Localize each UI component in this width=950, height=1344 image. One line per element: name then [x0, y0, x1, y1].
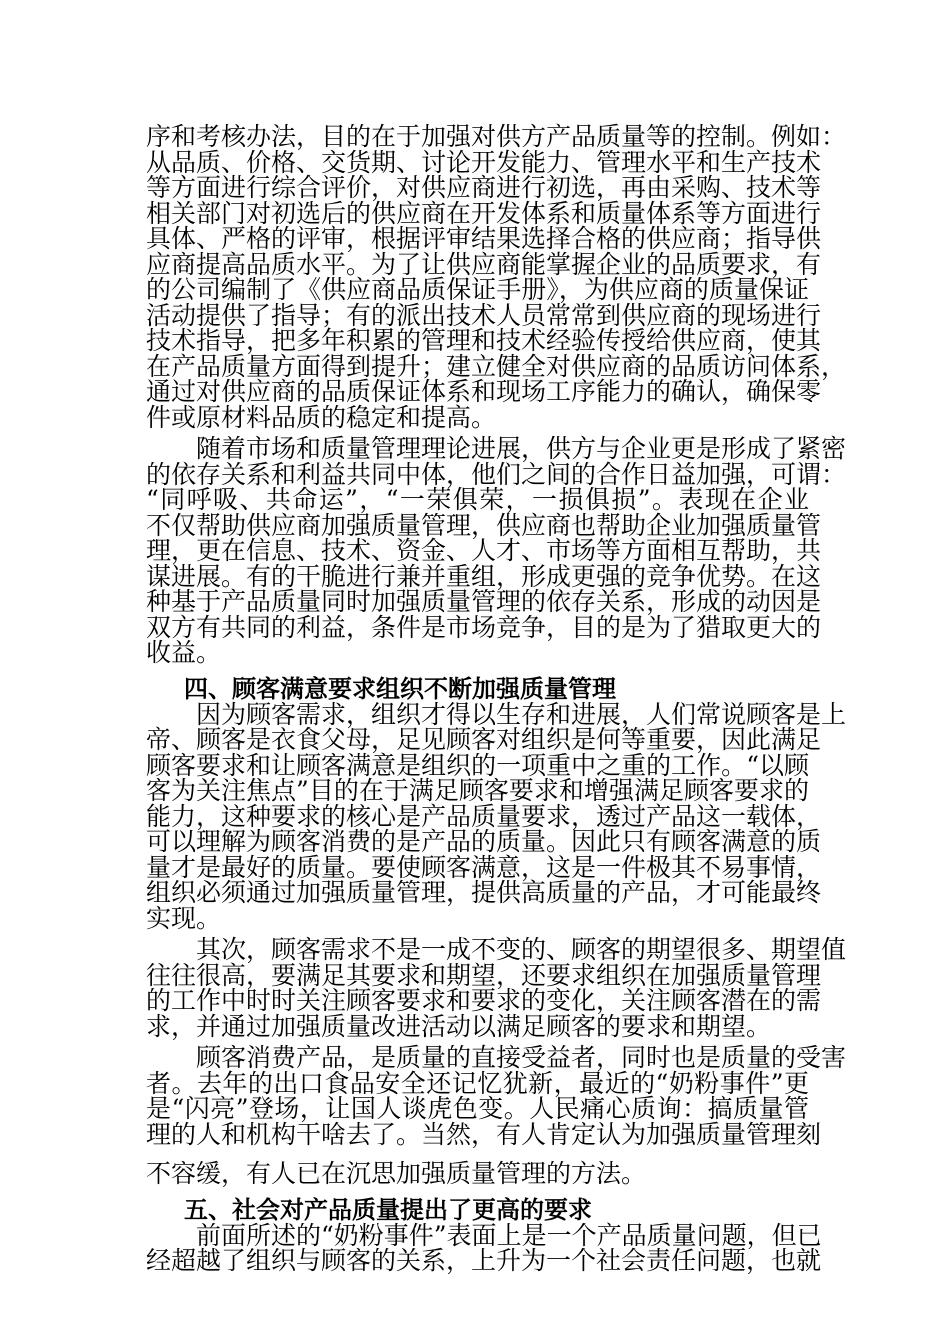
- paragraph-supplier-interdependence: [146, 434, 847, 667]
- text-line: 等方面进行综合评价，对供应商进行初选，再由采购、技术等: [146, 173, 822, 202]
- paragraph-social-responsibility: [146, 1220, 822, 1275]
- section-heading-4: 四、顾客满意要求组织不断加强质量管理: [184, 673, 616, 703]
- text-line: 经超越了组织与顾客的关系，上升为一个社会责任问题，也就: [146, 1246, 822, 1275]
- text-line: 的工作中时时关注顾客要求和要求的变化，关注顾客潜在的需: [146, 986, 822, 1015]
- text-line: 双方有共同的利益，条件是市场竞争，目的是为了猎取更大的: [146, 612, 822, 642]
- text-line: 随着市场和质量管理理论进展，供方与企业更是形成了紧密: [196, 434, 847, 463]
- text-line: 理的人和机构干啥去了。当然，有人肯定认为加强质量管理刻: [146, 1119, 822, 1149]
- text-line: 收益。: [146, 638, 222, 667]
- text-line: 往往很高，要满足其要求和期望，还要求组织在加强质量管理: [146, 960, 822, 990]
- text-line: 的公司编制了《供应商品质保证手册》，为供应商的质量保证: [146, 275, 809, 304]
- text-line: “同呼吸、共命运”，“一荣俱荣，一损俱损”。表现在企业: [146, 485, 809, 514]
- text-line: 前面所述的“奶粉事件”表面上是一个产品质量问题，但已: [196, 1220, 822, 1250]
- text-line: 可以理解为顾客消费的是产品的质量。因此只有顾客满意的质: [146, 827, 822, 856]
- text-line: 从品质、价格、交货期、讨论开发能力、管理水平和生产技术: [146, 147, 822, 177]
- text-line: 理，更在信息、技术、资金、人才、市场等方面相互帮助，共: [146, 536, 822, 565]
- text-line: 客为关注焦点”目的在于满足顾客要求和增强满足顾客要求的: [146, 776, 809, 805]
- text-line: 是“闪亮”登场，让国人谈虎色变。人民痛心质询：搞质量管: [146, 1094, 809, 1123]
- paragraph-customer-victims: [146, 1043, 847, 1188]
- text-line: 谋进展。有的干脆进行兼并重组，形成更强的竞争优势。在这: [146, 561, 822, 591]
- text-line: 实现。: [146, 903, 222, 933]
- text-line: 组织必须通过加强质量管理，提供高质量的产品，才可能最终: [146, 878, 822, 907]
- text-line: 具体、严格的评审，根据评审结果选择合格的供应商；指导供: [146, 224, 822, 253]
- paragraph-customer-needs: [146, 699, 847, 933]
- text-line: 顾客消费产品，是质量的直接受益者，同时也是质量的受害: [196, 1043, 847, 1072]
- text-line: 其次，顾客需求不是一成不变的、顾客的期望很多、期望值: [196, 935, 847, 964]
- text-line: 帝、顾客是衣食父母，足见顾客对组织是何等重要，因此满足: [146, 725, 822, 754]
- text-line: 序和考核办法，目的在于加强对供方产品质量等的控制。例如：: [146, 122, 847, 151]
- text-line: 顾客要求和让顾客满意是组织的一项重中之重的工作。“以顾: [146, 750, 809, 780]
- text-line: 不仅帮助供应商加强质量管理，供应商也帮助企业加强质量管: [146, 510, 822, 540]
- text-line: 求，并通过加强质量改进活动以满足顾客的要求和期望。: [146, 1011, 772, 1041]
- document-page: [146, 122, 847, 1275]
- paragraph-supplier-control: [146, 122, 847, 432]
- text-line: 因为顾客需求，组织才得以生存和进展，人们常说顾客是上: [196, 699, 847, 729]
- text-line: 技术指导，把多年积累的管理和技术经验传授给供应商，使其: [146, 326, 822, 355]
- section-heading-5: 五、社会对产品质量提出了更高的要求: [184, 1194, 592, 1224]
- text-line: 在产品质量方面得到提升；建立健全对供应商的品质访问体系，: [146, 351, 847, 381]
- text-line: 应商提高品质水平。为了让供应商能掌握企业的品质要求，有: [146, 249, 822, 279]
- text-line: 活动提供了指导；有的派出技术人员常常到供应商的现场进行: [146, 300, 822, 330]
- text-line: 的依存关系和利益共同中体，他们之间的合作日益加强，可谓：: [146, 459, 847, 489]
- text-line: 量才是最好的质量。要使顾客满意，这是一件极其不易事情，: [146, 852, 822, 882]
- text-line: 件或原材料品质的稳定和提高。: [146, 402, 497, 432]
- text-line: 能力，这种要求的核心是产品质量要求，透过产品这一载体，: [146, 801, 822, 831]
- paragraph-changing-needs: [146, 935, 847, 1041]
- text-line: 者。去年的出口食品安全还记忆犹新，最近的“奶粉事件”更: [146, 1068, 809, 1098]
- text-line: 种基于产品质量同时加强质量管理的依存关系，形成的动因是: [146, 587, 822, 616]
- text-line: 相关部门对初选后的供应商在开发体系和质量体系等方面进行: [146, 198, 822, 228]
- text-line: 不容缓，有人已在沉思加强质量管理的方法。: [146, 1159, 647, 1188]
- text-line: 通过对供应商的品质保证体系和现场工序能力的确认，确保零: [146, 377, 822, 406]
